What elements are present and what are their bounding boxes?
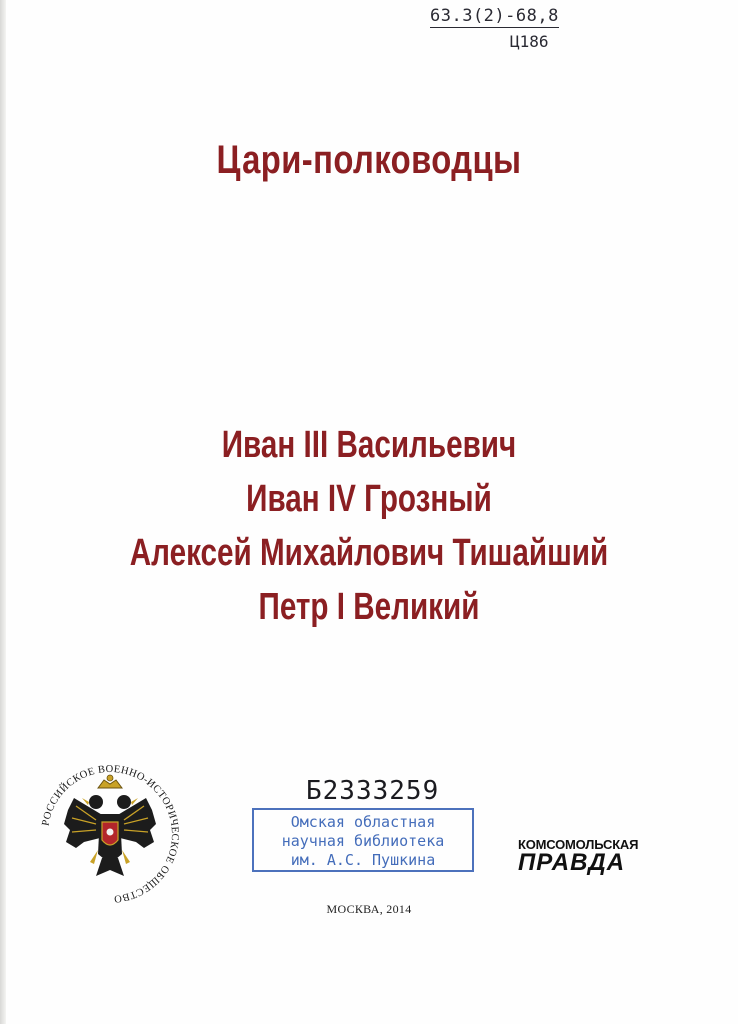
ruler-name: Иван III Васильевич (221, 424, 517, 466)
inventory-number: Б2333259 (306, 776, 440, 806)
author-mark: Ц186 (510, 32, 549, 51)
ruler-name: Алексей Михайлович Тишайший (129, 532, 609, 574)
stamp-line: Омская областная (290, 813, 436, 831)
library-classification (430, 6, 610, 56)
imprint: МОСКВА, 2014 (326, 902, 412, 916)
publisher-line2: ПРАВДА (518, 849, 626, 876)
emblem-ring-text: РОССИЙСКОЕ ВОЕННО-ИСТОРИЧЕСКОЕ ОБЩЕСТВО (40, 763, 181, 904)
publisher-logo (518, 838, 668, 874)
stamp-line: научная библиотека (281, 832, 445, 850)
rulers-list (0, 418, 738, 634)
publisher-line1: КОМСОМОЛЬСКАЯ (518, 837, 639, 852)
classification-code: 63.3(2)-68,8 (430, 6, 559, 26)
library-stamp (252, 808, 474, 872)
stamp-line: им. А.С. Пушкина (290, 851, 436, 869)
ruler-name: Петр I Великий (258, 586, 480, 628)
book-title: Цари-полководцы (216, 138, 522, 182)
double-headed-eagle-icon (34, 758, 186, 910)
ruler-name: Иван IV Грозный (246, 478, 492, 520)
society-emblem (34, 758, 186, 910)
